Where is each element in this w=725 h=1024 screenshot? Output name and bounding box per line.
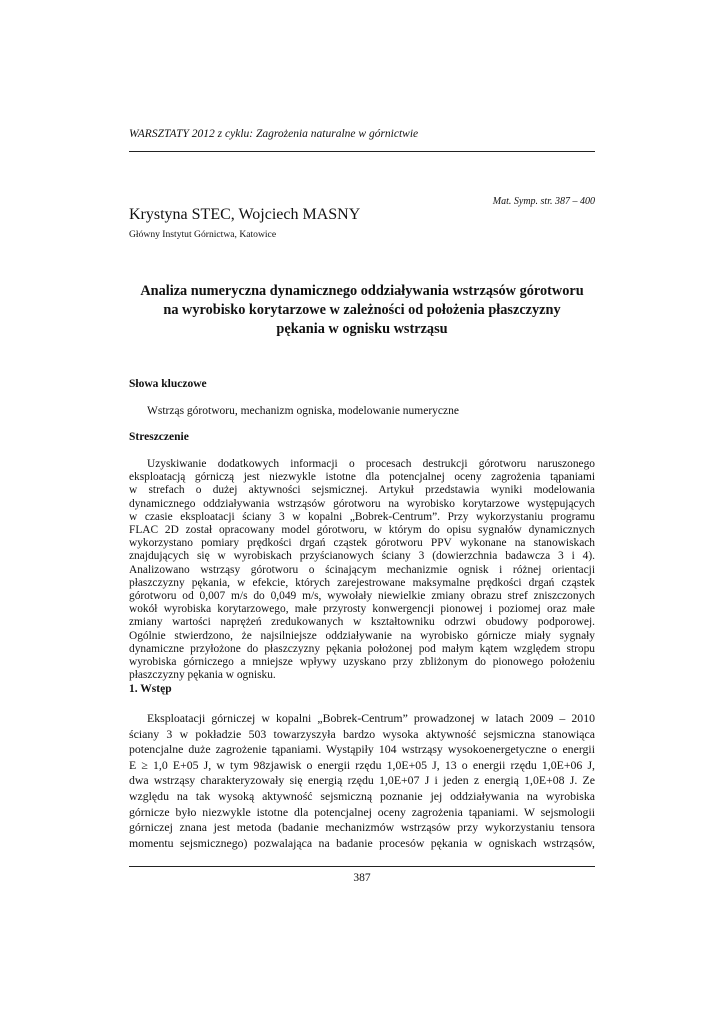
intro-line: momentu sejsmicznego) pozwalająca na badanie procesów pękania w ogniskach wstrząsów, — [129, 835, 595, 850]
abstract-line: zmiany wartości naprężeń zredukowanych w kształtowniku odrzwi obudowy podporowej. — [129, 616, 595, 629]
abstract-line: Ogólnie stwierdzono, że najsilniejsze oddziaływanie na wyrobisko górnicze miały sygnały — [129, 629, 595, 642]
intro-line: ściany 3 w pokładzie 503 towarzyszyła bardzo wysoka aktywność sejsmiczna stanowiąca — [129, 726, 595, 741]
abstract-line: płaszczyzny pękania, w efekcie, których zarejestrowane maksymalne prędkości drgań cząstek — [129, 576, 595, 589]
abstract-line: dynamicznego oddziaływania wstrząsów górotworu na wyrobisko korytarzowe występujących — [129, 497, 595, 510]
abstract-line: górotworu od 0,007 m/s do 0,049 m/s, wywołały niewielkie zmiany obrazu stref zniszczonych — [129, 590, 595, 603]
abstract-line: FLAC 2D został opracowany model górotworu, w którym do opisu sygnałów dynamicznych — [129, 524, 595, 537]
running-header: WARSZTATY 2012 z cyklu: Zagrożenia naturalne w górnictwie — [129, 128, 419, 140]
citation: Mat. Symp. str. 387 – 400 — [492, 196, 595, 207]
abstract-line: w czasie eksploatacji ściany 3 w kopalni „Bobrek-Centrum”. Przy wykorzystaniu programu — [129, 510, 595, 523]
abstract-body — [129, 458, 595, 682]
title-line: na wyrobisko korytarzowe w zależności od położenia płaszczyzny — [163, 302, 561, 318]
intro-line: górniczej znana jest metoda (badanie mechanizmów wstrząsów przy wykorzystaniu tensora — [129, 820, 595, 835]
intro-line: względu na tak wysoką aktywność sejsmiczną poznanie jej oddziaływania na wyrobiska — [129, 788, 595, 803]
affiliation: Główny Instytut Górnictwa, Katowice — [129, 229, 277, 240]
abstract-line: eksploatacją górniczą jest niezwykle istotne dla potencjalnej oceny zagrożenia tąpaniami — [129, 471, 595, 484]
abstract-line: wokół wyrobiska korytarzowego, małe przyrosty konwergencji pionowej i poziomej oraz małe — [129, 603, 595, 616]
title-line: pękania w ognisku wstrząsu — [276, 321, 448, 337]
keywords-text: Wstrząs górotworu, mechanizm ogniska, modelowanie numeryczne — [147, 405, 459, 417]
abstract-heading: Streszczenie — [129, 431, 189, 443]
intro-line: Eksploatacji górniczej w kopalni „Bobrek-Centrum” prowadzonej w latach 2009 – 2010 — [147, 711, 595, 725]
keywords-heading: Słowa kluczowe — [129, 378, 207, 390]
abstract-line: płaszczyzny pękania w ognisku. — [129, 669, 276, 682]
footer-rule — [129, 866, 595, 867]
page-number: 387 — [353, 872, 371, 884]
paper-title — [119, 282, 605, 339]
abstract-line: znajdujących się w wyrobiskach przyścianowych ściany 3 (dowierzchnia badawcza 3 i 4). — [129, 550, 595, 563]
intro-line: E ≥ 1,0 E+05 J, w tym 98zjawisk o energii rzędu 1,0E+05 J, 13 o energii rzędu 1,0E+06 J, — [129, 757, 595, 772]
abstract-line: Uzyskiwanie dodatkowych informacji o procesach destrukcji górotworu naruszonego — [147, 458, 595, 470]
introduction-body — [129, 711, 595, 851]
abstract-line: dynamiczne przyłożone do płaszczyzny pękania położonej pod małym kątem względem stropu — [129, 642, 595, 655]
intro-line: górnicze było niezwykle istotne dla potencjalnej oceny zagrożenia tąpaniami. W sejsmologii — [129, 804, 595, 819]
abstract-line: wyrobiska górniczego a mniejsze wpływy uzyskano przy zbliżonym do pionowego położeniu — [129, 656, 595, 669]
abstract-line: Analizowano wstrząsy górotworu o ścinającym mechanizmie ognisk i różnej orientacji — [129, 563, 595, 576]
intro-line: dwa wstrząsy charakteryzowały się energią rzędu 1,0E+07 J i jeden z energią 1,0E+08 J. Ze — [129, 773, 595, 788]
header-rule — [129, 151, 595, 152]
intro-line: potencjalne duże zagrożenie tąpaniami. Wystąpiły 104 wstrząsy wysokoenergetyczne o energii — [129, 742, 595, 757]
introduction-heading: 1. Wstęp — [129, 683, 172, 695]
abstract-line: wykorzystano pomiary prędkości drgań cząstek górotworu PPV wykonane na stanowiskach — [129, 537, 595, 550]
title-line: Analiza numeryczna dynamicznego oddziaływania wstrząsów górotworu — [140, 283, 584, 299]
abstract-line: w strefach o dużej aktywności sejsmicznej. Artykuł przedstawia wyniki modelowania — [129, 484, 595, 497]
authors: Krystyna STEC, Wojciech MASNY — [129, 206, 361, 223]
